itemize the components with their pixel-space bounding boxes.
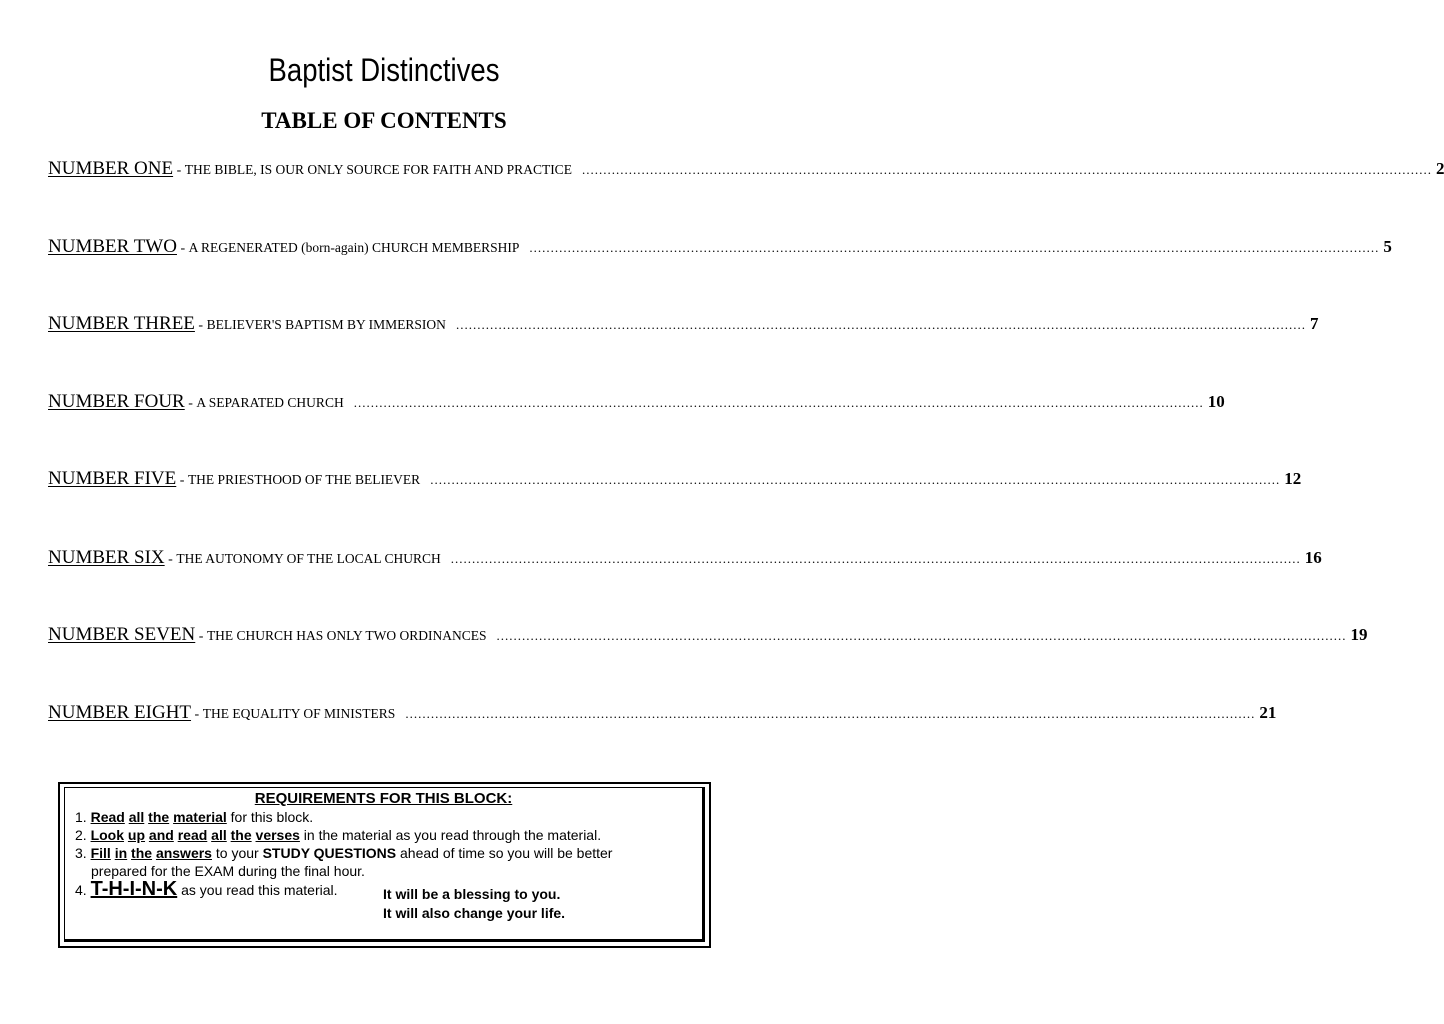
toc-leader-dots: ........................................................................................................................................................................................................ <box>581 162 1432 177</box>
toc-leader-dots: ........................................................................................................................................................................................................ <box>529 240 1380 255</box>
toc-entry-description: THE AUTONOMY OF THE LOCAL CHURCH <box>176 551 441 566</box>
item-number: 1. <box>75 809 91 825</box>
emphasis-word: Fill <box>90 845 111 861</box>
toc-leader-dots: ........................................................................................................................................................................................................ <box>430 472 1281 487</box>
emphasis-word: all <box>211 827 227 843</box>
requirement-item-2 <box>65 826 702 844</box>
emphasis-word: in <box>114 845 128 861</box>
requirement-item-4 <box>65 880 702 904</box>
toc-entry-description: THE BIBLE, IS OUR ONLY SOURCE FOR FAITH AND PRACTICE <box>184 162 572 177</box>
toc-entry <box>48 391 1225 419</box>
emphasis-word: the <box>148 809 170 825</box>
emphasis-word: Look <box>90 827 125 843</box>
toc-entry-separator: - <box>164 552 177 567</box>
requirement-item-3 <box>65 844 702 862</box>
item-text: ahead of time so you will be better <box>396 845 613 861</box>
emphasis-word: the <box>230 827 252 843</box>
toc-entry <box>48 468 1302 496</box>
item-text: to your <box>211 845 263 861</box>
requirements-box <box>58 782 711 948</box>
toc-entry <box>48 547 1322 575</box>
toc-entry-page: 21 <box>1259 703 1277 722</box>
item-text: for this block. <box>226 809 314 825</box>
toc-entry <box>48 236 1392 264</box>
toc-entry-number: NUMBER SEVEN <box>48 624 196 645</box>
item-text: as you read this material. <box>177 882 338 898</box>
toc-heading: TABLE OF CONTENTS <box>261 108 507 133</box>
item-number: 4. <box>75 882 91 898</box>
item-number: 3. <box>75 845 91 861</box>
toc-entry-number: NUMBER FOUR <box>48 391 185 412</box>
toc-entry-number: NUMBER THREE <box>48 313 195 334</box>
toc-entry-number: NUMBER SIX <box>48 547 165 568</box>
requirements-inner-frame <box>64 787 705 942</box>
toc-leader-dots: ........................................................................................................................................................................................................ <box>405 706 1256 721</box>
toc-entry-page: 2 <box>1435 159 1444 178</box>
emphasis-word: up <box>127 827 146 843</box>
toc-entry-description: THE EQUALITY OF MINISTERS <box>202 706 396 721</box>
toc-entry-separator: - <box>191 707 203 722</box>
toc-entry-separator: - <box>195 629 207 644</box>
toc-entry-number: NUMBER EIGHT <box>48 702 192 723</box>
toc-entry <box>48 158 1444 186</box>
item-text: in the material as you read through the material. <box>299 827 602 843</box>
toc-entry-page: 10 <box>1207 392 1225 411</box>
toc-entry-number: NUMBER TWO <box>48 236 177 257</box>
toc-entry-separator: - <box>176 241 189 256</box>
toc-entry <box>48 702 1277 730</box>
toc-entry-description: THE PRIESTHOOD OF THE BELIEVER <box>187 472 421 487</box>
emphasis-word: material <box>173 809 227 825</box>
toc-entry <box>48 313 1319 341</box>
think-word: T-H-I-N-K <box>90 878 178 900</box>
study-questions-label: STUDY QUESTIONS <box>262 845 397 861</box>
blessing-text: It will be a blessing to you. <box>383 886 561 902</box>
toc-entry-number: NUMBER FIVE <box>48 468 177 489</box>
toc-entry-description: BELIEVER'S BAPTISM BY IMMERSION <box>206 317 446 332</box>
requirement-item-1 <box>65 808 702 826</box>
toc-leader-dots: ........................................................................................................................................................................................................ <box>450 551 1301 566</box>
toc-entry-page: 16 <box>1304 548 1322 567</box>
emphasis-word: the <box>131 845 153 861</box>
requirement-item-3-continued: prepared for the EXAM during the final hour. <box>91 863 365 879</box>
toc-entry-page: 19 <box>1350 625 1368 644</box>
emphasis-word: answers <box>155 845 212 861</box>
toc-entry-page: 7 <box>1309 314 1319 333</box>
document-title: Baptist Distinctives <box>268 52 500 88</box>
requirements-heading: REQUIREMENTS FOR THIS BLOCK: <box>254 790 513 807</box>
toc-entry-page: 5 <box>1383 237 1392 256</box>
emphasis-word: Read <box>90 809 125 825</box>
toc-leader-dots: ........................................................................................................................................................................................................ <box>496 628 1347 643</box>
toc-entry-description: THE CHURCH HAS ONLY TWO ORDINANCES <box>206 628 487 643</box>
toc-entry-separator: - <box>176 473 188 488</box>
emphasis-word: read <box>177 827 208 843</box>
toc-entry-separator: - <box>194 318 207 333</box>
item-number: 2. <box>75 827 91 843</box>
emphasis-word: all <box>128 809 145 825</box>
change-life-text: It will also change your life. <box>383 905 566 921</box>
emphasis-word: and <box>148 827 174 843</box>
toc-leader-dots: ........................................................................................................................................................................................................ <box>455 317 1306 332</box>
toc-entry-description: A SEPARATED CHURCH <box>196 395 344 410</box>
toc-entry-separator: - <box>173 163 185 178</box>
toc-entry-description: A REGENERATED (born-again) CHURCH MEMBERSHIP <box>188 240 520 255</box>
toc-entry <box>48 624 1368 652</box>
toc-entry-page: 12 <box>1284 469 1302 488</box>
toc-entry-number: NUMBER ONE <box>48 158 174 179</box>
toc-leader-dots: ........................................................................................................................................................................................................ <box>353 395 1204 410</box>
toc-entry-separator: - <box>184 396 197 411</box>
emphasis-word: verses <box>255 827 300 843</box>
